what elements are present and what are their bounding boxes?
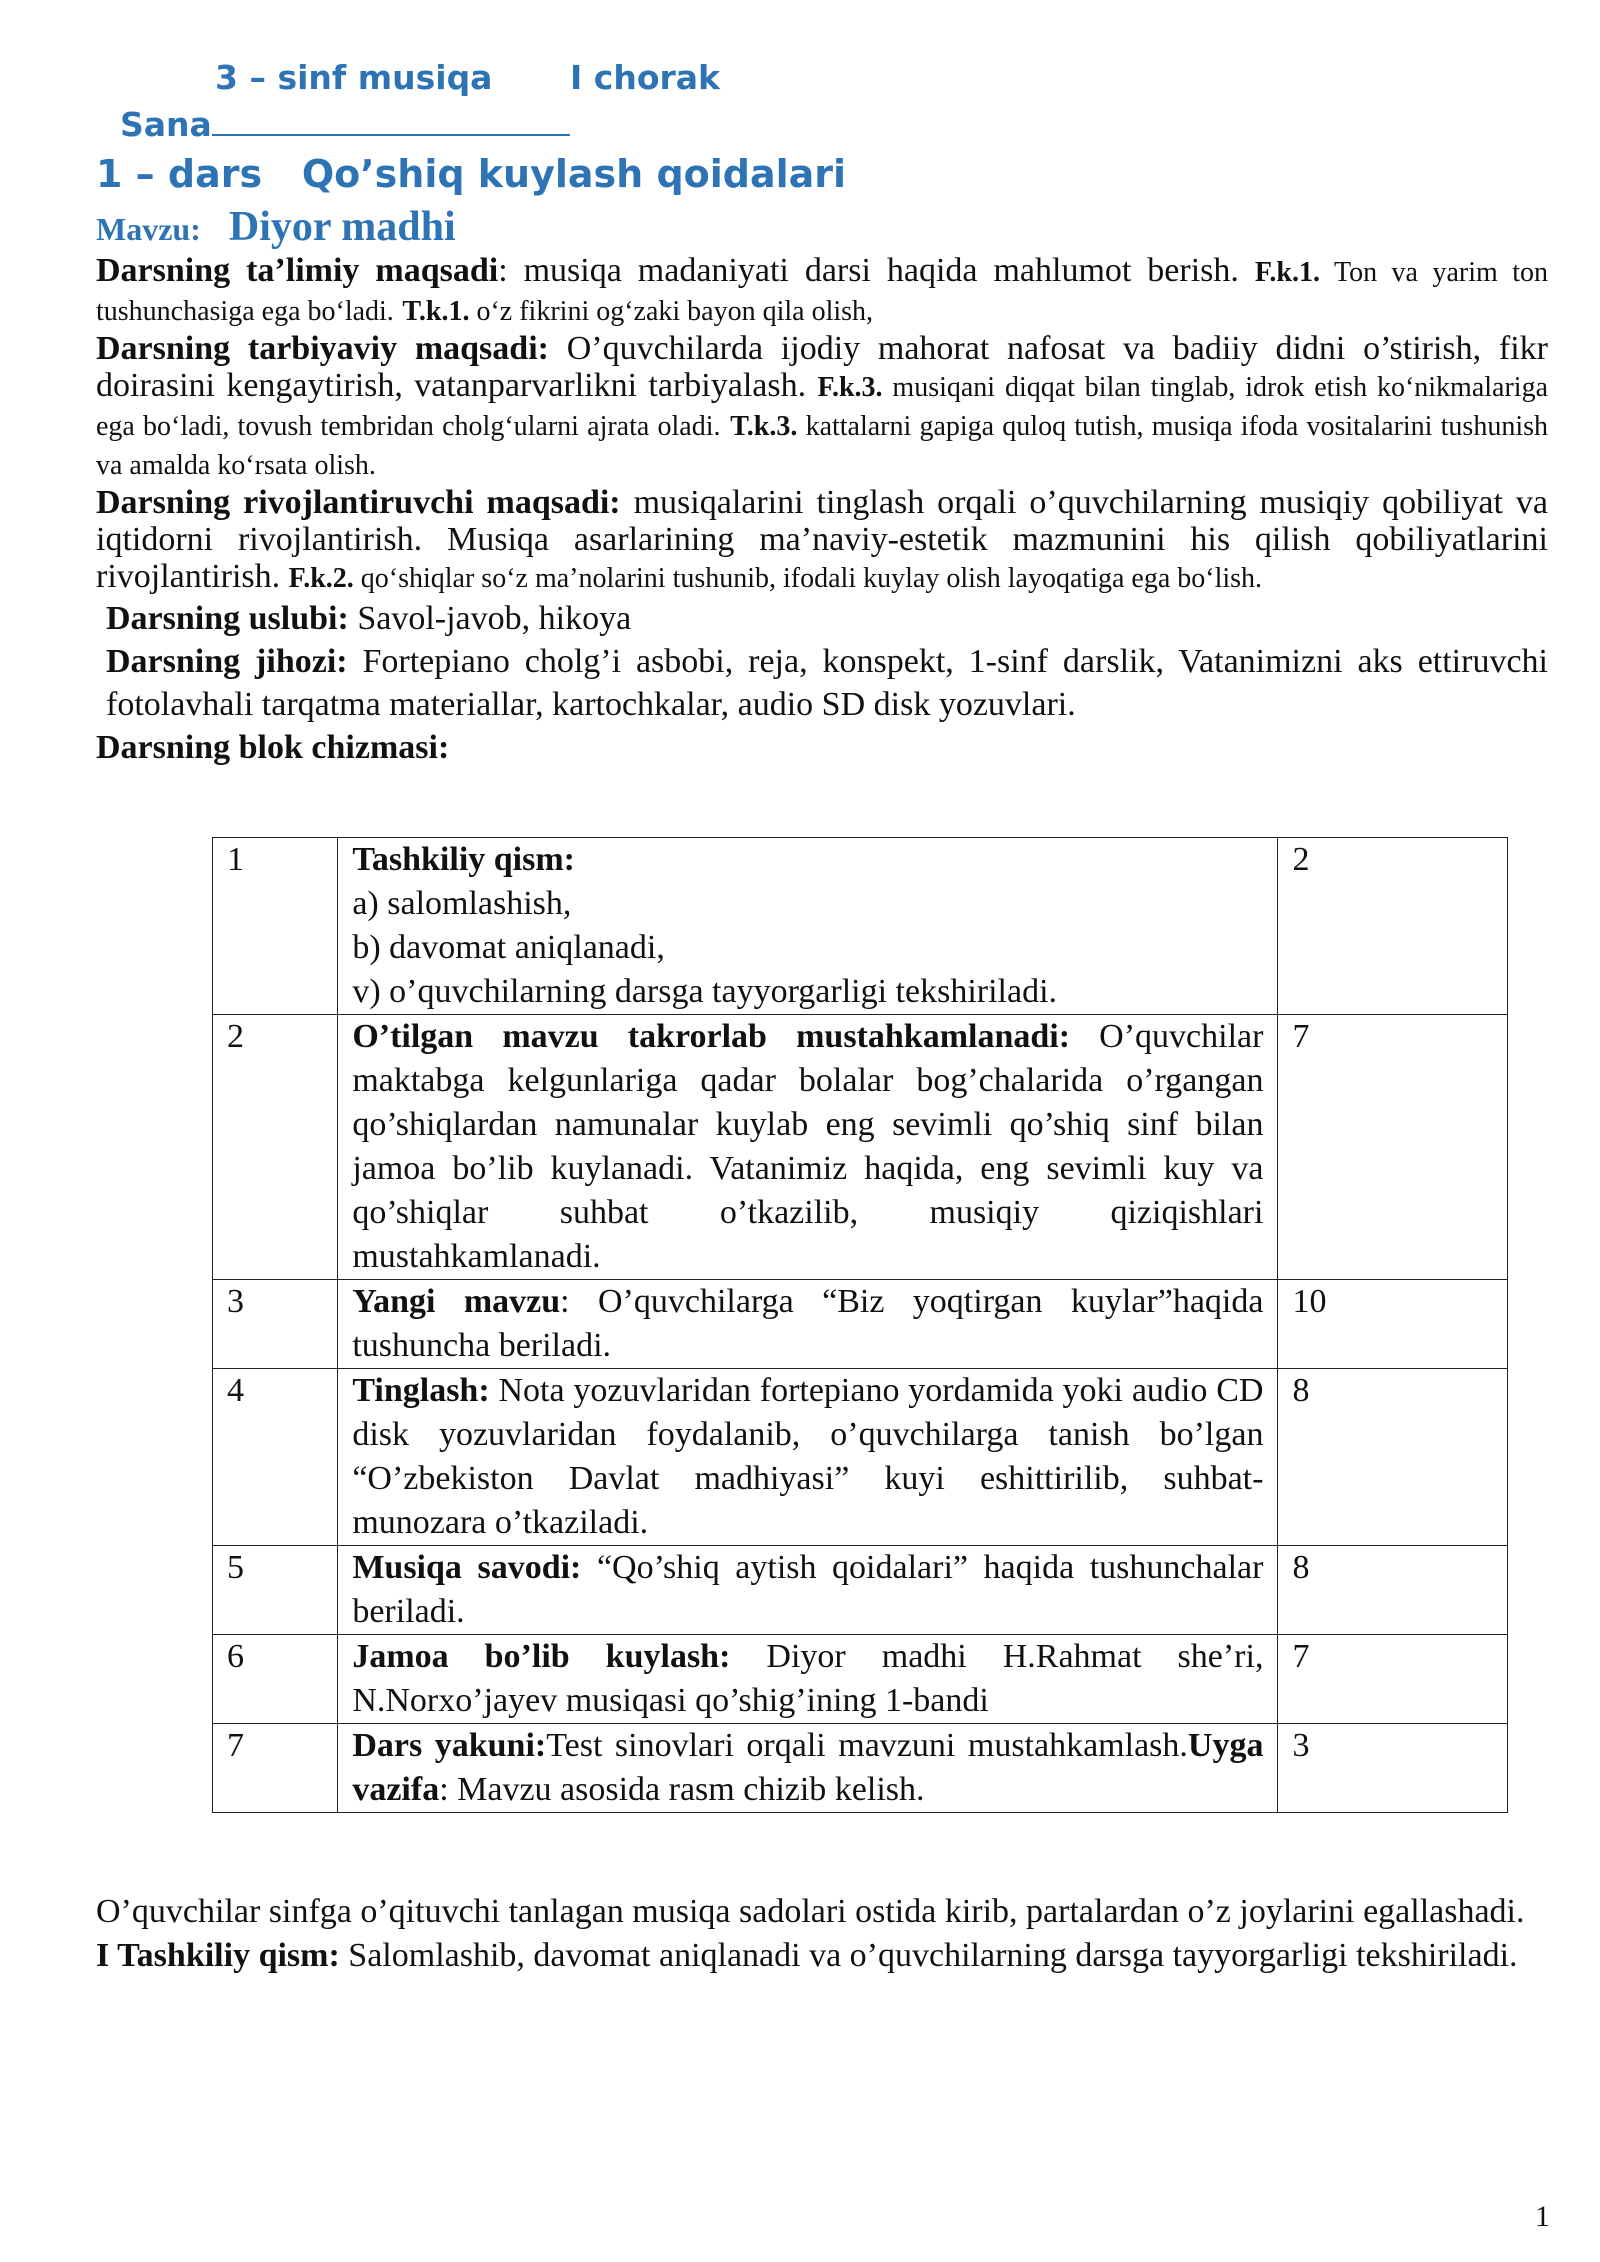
topic-label: Mavzu: <box>96 211 201 247</box>
row-text: Test sinovlari orqali mavzuni mustahkamlash. <box>546 1727 1188 1764</box>
talimiy-paragraph <box>96 252 1548 330</box>
page-number: 1 <box>1535 2200 1550 2233</box>
row-number: 5 <box>213 1546 338 1635</box>
date-blank-line <box>212 104 570 136</box>
entry-paragraph: O’quvchilar sinfga o’qituvchi tanlagan musiqa sadolari ostida kirib, partalardan o’z joylarini egallashadi. <box>96 1893 1525 1930</box>
row-line: b) davomat aniqlanadi, <box>352 929 665 966</box>
row-minutes: 3 <box>1278 1724 1508 1813</box>
rivoj-paragraph <box>96 484 1548 597</box>
table-row <box>213 1546 1508 1635</box>
table-row <box>213 1724 1508 1813</box>
tarbiyaviy-paragraph <box>96 330 1548 484</box>
tashkiliy-text: Salomlashib, davomat aniqlanadi va o’quvchilarning darsga tayyorgarligi tekshiriladi. <box>339 1937 1518 1974</box>
row-title: Jamoa bo’lib kuylash: <box>352 1638 731 1675</box>
row-title: Tashkiliy qism: <box>352 841 576 878</box>
uslub-text: Savol-javob, hikoya <box>348 600 632 637</box>
lesson-number: 1 – dars <box>96 152 263 196</box>
row-content <box>338 1546 1278 1635</box>
row-number: 4 <box>213 1369 338 1546</box>
header-line <box>215 58 720 97</box>
talimiy-fk-text: Ton va yarim ton tushunchasiga ega bo‘ladi. <box>96 257 1549 327</box>
lesson-plan-table <box>212 837 1508 1813</box>
row-text-2: : Mavzu asosida rasm chizib kelish. <box>439 1771 925 1808</box>
blok-label: Darsning blok chizmasi: <box>96 729 450 766</box>
row-title-2: Uyga vazifa <box>352 1727 1264 1808</box>
talimiy-tk-text: o‘z fikrini og‘zaki bayon qila olish, <box>469 296 874 327</box>
talimiy-label: Darsning ta’limiy maqsadi <box>96 252 499 289</box>
tarbiyaviy-text: O’quvchilarda ijodiy mahorat nafosat va badiiy didni o’stirish, fikr doirasini kengaytirish, vatanparvarlikni tarbiyalash. <box>96 330 1548 404</box>
talimiy-fk-code: F.k.1. <box>1254 257 1320 288</box>
row-minutes: 7 <box>1278 1015 1508 1280</box>
row-minutes: 8 <box>1278 1369 1508 1546</box>
row-line: a) salomlashish, <box>352 885 572 922</box>
table-row <box>213 1369 1508 1546</box>
jihoz-text: Fortepiano cholg’i asbobi, reja, konspekt, 1-sinf darslik, Vatanimizni aks ettiruvchi fotolavhali tarqatma materiallar, kartochkalar, audio SD disk yozuvlari. <box>106 643 1548 723</box>
table-row <box>213 1015 1508 1280</box>
row-content <box>338 1635 1278 1724</box>
tarbiyaviy-tk-code: T.k.3. <box>730 411 798 442</box>
row-text: : O’quvchilarga “Biz yoqtirgan kuylar”haqida tushuncha beriladi. <box>352 1283 1264 1364</box>
topic-line <box>96 203 456 251</box>
tarbiyaviy-fk-code: F.k.3. <box>817 372 883 403</box>
row-text: Diyor madhi H.Rahmat she’ri, N.Norxo’jayev musiqasi qo’shig’ining 1-bandi <box>352 1638 1264 1719</box>
row-title: Tinglash: <box>352 1372 490 1409</box>
uslub-label: Darsning uslubi: <box>106 600 349 637</box>
objectives-section <box>96 252 1548 769</box>
row-line: v) o’quvchilarning darsga tayyorgarligi tekshiriladi. <box>352 973 1058 1010</box>
tashkiliy-label: I Tashkiliy qism: <box>96 1937 340 1974</box>
table-row <box>213 1280 1508 1369</box>
row-minutes: 8 <box>1278 1546 1508 1635</box>
tarbiyaviy-fk-text: musiqani diqqat bilan tinglab, idrok etish ko‘nikmalariga ega bo‘ladi, tovush tembridan cholg‘ularni ajrata oladi. <box>96 372 1549 442</box>
rivoj-fk-code: F.k.2. <box>288 563 354 594</box>
row-number: 7 <box>213 1724 338 1813</box>
uslub-paragraph <box>96 597 1548 640</box>
row-number: 1 <box>213 838 338 1015</box>
row-text: O’quvchilar maktabga kelgunlariga qadar bolalar bog’chalarida o’rgangan qo’shiqlardan namunalar kuylab eng sevimli qo’shiq sinf bilan jamoa bo’lib kuylanadi. Vatanimiz haqida, eng sevimli kuy va qo’shiqlar suhbat o’tkazilib, musiqiy qiziqishlari mustahkamlanadi. <box>352 1018 1264 1275</box>
row-content <box>338 1369 1278 1546</box>
row-title: Yangi mavzu <box>352 1283 561 1320</box>
after-table-section <box>96 1890 1548 1978</box>
tarbiyaviy-tk-text: kattalarni gapiga quloq tutish, musiqa ifoda vositalarini tushunish va amalda ko‘rsata olish. <box>96 411 1549 481</box>
row-number: 2 <box>213 1015 338 1280</box>
topic-value: Diyor madhi <box>228 204 456 250</box>
jihoz-paragraph <box>96 640 1548 726</box>
talimiy-tk-code: T.k.1. <box>402 296 470 327</box>
row-title: O’tilgan mavzu takrorlab mustahkamlanadi: <box>352 1018 1071 1055</box>
tashkiliy-paragraph <box>96 1934 1548 1978</box>
row-number: 6 <box>213 1635 338 1724</box>
row-minutes: 2 <box>1278 838 1508 1015</box>
talimiy-text: : musiqa madaniyati darsi haqida mahlumot berish. <box>498 252 1239 289</box>
blok-heading <box>96 726 1548 769</box>
lesson-title: Qo’shiq kuylash qoidalari <box>301 152 847 196</box>
quarter: I chorak <box>570 58 720 97</box>
jihoz-label: Darsning jihozi: <box>106 643 348 680</box>
row-content <box>338 1724 1278 1813</box>
row-title: Musiqa savodi: <box>352 1549 582 1586</box>
rivoj-label: Darsning rivojlantiruvchi maqsadi: <box>96 484 621 521</box>
rivoj-fk-text: qo‘shiqlar so‘z ma’nolarini tushunib, ifodali kuylay olish layoqatiga ega bo‘lish. <box>353 563 1263 594</box>
date-label: Sana <box>120 105 212 144</box>
row-number: 3 <box>213 1280 338 1369</box>
rivoj-text: musiqalarini tinglash orqali o’quvchilarning musiqiy qobiliyat va iqtidorni rivojlantirish. Musiqa asarlarining ma’naviy-estetik mazmunini his qilish qobiliyatlarini rivojlantirish. <box>96 484 1548 595</box>
row-content <box>338 1280 1278 1369</box>
table-row <box>213 1635 1508 1724</box>
row-text: “Qo’shiq aytish qoidalari” haqida tushunchalar beriladi. <box>352 1549 1264 1630</box>
table-row <box>213 838 1508 1015</box>
row-minutes: 10 <box>1278 1280 1508 1369</box>
lesson-heading <box>96 152 846 196</box>
row-minutes: 7 <box>1278 1635 1508 1724</box>
date-line <box>120 104 570 144</box>
row-content <box>338 838 1278 1015</box>
row-content <box>338 1015 1278 1280</box>
grade-subject: 3 – sinf musiqa <box>215 58 493 97</box>
row-title: Dars yakuni: <box>352 1727 547 1764</box>
tarbiyaviy-label: Darsning tarbiyaviy maqsadi: <box>96 330 549 367</box>
row-text: Nota yozuvlaridan fortepiano yordamida yoki audio CD disk yozuvlaridan foydalanib, o’quvchilarga tanish bo’lgan “O’zbekiston Davlat madhiyasi” kuyi eshittirilib, suhbat-munozara o’tkaziladi. <box>352 1372 1264 1541</box>
